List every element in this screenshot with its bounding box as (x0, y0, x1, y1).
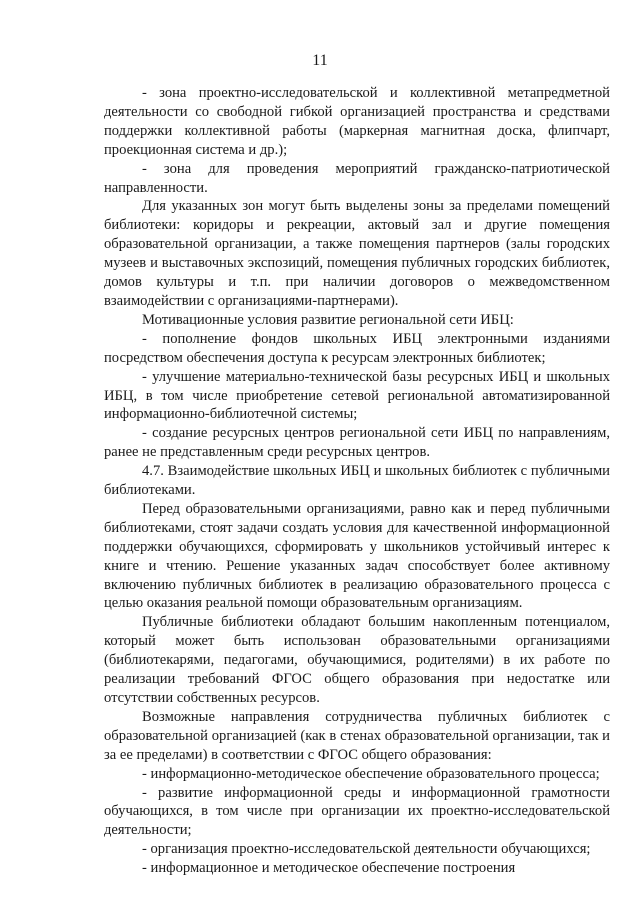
page-number: 11 (312, 52, 328, 69)
paragraph-resource-centers: - создание ресурсных центров региональной сети ИБЦ по направлениям, ранее не представленным среди ресурсных центров. (104, 425, 610, 461)
paragraph-tasks: Перед образовательными организациями, равно как и перед публичными библиотеками, стоят задачи создать условия для качественной информационной поддержки обучающихся, сформировать у школьников устойчивый интерес к книге и чтению. Решение указанных задач способствует более активному включению публичных библиотек в реализацию образовательного процесса с целью оказания реальной помощи образовательным организациям. (104, 500, 610, 612)
paragraph-zone-patriotic: - зона для проведения мероприятий гражданско-патриотической направленности. (104, 160, 610, 196)
paragraph-material-base: - улучшение материально-технической базы ресурсных ИБЦ и школьных ИБЦ, в том числе приобретение сетевой региональной автоматизированной информационно-библиотечной системы; (104, 368, 610, 423)
paragraph-information-environment: - развитие информационной среды и информационной грамотности обучающихся, в том числе при организации их проектно-исследовательской деятельности; (104, 784, 610, 839)
document-body (104, 84, 610, 878)
paragraph-project-activity: - организация проектно-исследовательской деятельности обучающихся; (142, 841, 591, 858)
paragraph-zones-outside: Для указанных зон могут быть выделены зоны за пределами помещений библиотеки: коридоры и рекреации, актовый зал и другие помещения образовательной организации, а также помещения партнеров (залы городских музеев и выставочных экспозиций, помещения публичных городских библиотек, домов культуры и т.п. при наличии договоров о межведомственном взаимодействии с организациями-партнерами). (104, 198, 610, 309)
paragraph-information-support: - информационное и методическое обеспечение построения (142, 860, 516, 877)
paragraph-cooperation-directions: Возможные направления сотрудничества публичных библиотек с образовательной организацией (как в стенах образовательной организации, так и за ее пределами) в соответствии с ФГОС общего образования: (104, 708, 610, 763)
section-heading-4-7: 4.7. Взаимодействие школьных ИБЦ и школьных библиотек с публичными библиотеками. (104, 463, 610, 499)
paragraph-methodical-support: - информационно-методическое обеспечение образовательного процесса; (142, 765, 600, 782)
paragraph-zone-project: - зона проектно-исследовательской и коллективной метапредметной деятельности со свободной гибкой организацией пространства и средствами поддержки коллективной работы (маркерная магнитная доска, флипчарт, проекционная система и др.); (104, 85, 610, 158)
paragraph-fund-replenishment: - пополнение фондов школьных ИБЦ электронными изданиями посредством обеспечения доступа к ресурсам электронных библиотек; (104, 330, 610, 366)
paragraph-motivational-conditions: Мотивационные условия развитие региональной сети ИБЦ: (142, 311, 514, 328)
paragraph-public-libraries-potential: Публичные библиотеки обладают большим накопленным потенциалом, который может быть использован образовательными организациями (библиотекарями, педагогами, обучающимися, родителями) в их работе по реализации требований ФГОС общего образования при недостатке или отсутствии собственных ресурсов. (104, 614, 610, 706)
